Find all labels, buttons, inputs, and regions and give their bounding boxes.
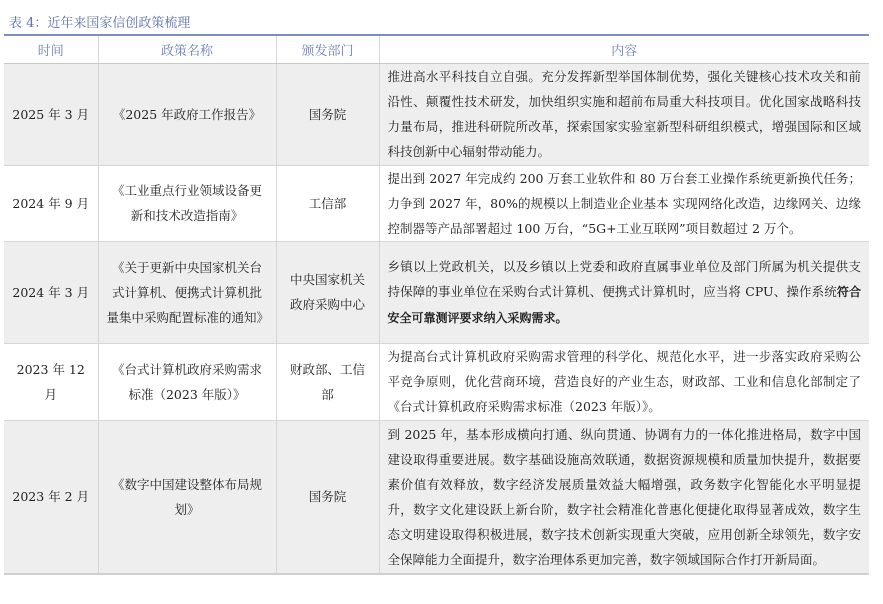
cell-time: 2025 年 3 月 xyxy=(4,63,98,165)
table-row xyxy=(4,343,869,420)
cell-dept: 中央国家机关政府采购中心 xyxy=(276,241,379,343)
table-row xyxy=(4,63,869,165)
cell-time: 2024 年 9 月 xyxy=(4,165,98,241)
cell-time: 2024 年 3 月 xyxy=(4,241,98,343)
cell-policy: 《2025 年政府工作报告》 xyxy=(98,63,276,165)
header-time: 时间 xyxy=(4,36,98,63)
header-policy-name: 政策名称 xyxy=(98,36,276,63)
cell-policy: 《数字中国建设整体布局规划》 xyxy=(98,420,276,573)
cell-content: 到 2025 年，基本形成横向打通、纵向贯通、协调有力的一体化推进格局，数字中国建设取得重要进展。数字基础设施高效联通，数据资源规模和质量加快提升，数据要素价值有效释放，数字经济发展质量效益大幅增强，政务数字化智能化水平明显提升，数字文化建设跃上新台阶，数字社会精准化普惠化便捷化取得显著成效，数字生态文明建设取得积极进展，数字技术创新实现重大突破，应用创新全球领先，数字安全保障能力全面提升，数字治理体系更加完善，数字领域国际合作打开新局面。 xyxy=(379,420,869,573)
cell-content: 推进高水平科技自立自强。充分发挥新型举国体制优势，强化关键核心技术攻关和前沿性、颠覆性技术研发，加快组织实施和超前布局重大科技项目。优化国家战略科技力量布局，推进科研院所改革，探索国家实验室新型科研组织模式，增强国际和区域科技创新中心辐射带动能力。 xyxy=(379,63,869,165)
cell-policy: 《关于更新中央国家机关台式计算机、便携式计算机批量集中采购配置标准的通知》 xyxy=(98,241,276,343)
header-department: 颁发部门 xyxy=(276,36,379,63)
cell-dept: 国务院 xyxy=(276,420,379,573)
cell-content-text: 乡镇以上党政机关，以及乡镇以上党委和政府直属事业单位及部门所属为机关提供支持保障的事业单位在采购台式计算机、便携式计算机时，应当将 CPU、操作系统 xyxy=(387,258,861,299)
cell-policy: 《工业重点行业领域设备更新和技术改造指南》 xyxy=(98,165,276,241)
cell-content xyxy=(379,241,869,343)
table-row xyxy=(4,241,869,343)
cell-dept: 国务院 xyxy=(276,63,379,165)
table-header-row xyxy=(4,36,869,63)
cell-dept: 工信部 xyxy=(276,165,379,241)
cell-time: 2023 年 12 月 xyxy=(4,343,98,420)
table-row xyxy=(4,420,869,573)
policy-table xyxy=(4,36,869,574)
table-bottom-rule xyxy=(4,573,869,575)
table-caption: 表 4：近年来国家信创政策梳理 xyxy=(9,16,191,31)
cell-content: 为提高台式计算机政府采购需求管理的科学化、规范化水平，进一步落实政府采购公平竞争原则，优化营商环境，营造良好的产业生态，财政部、工业和信息化部制定了《台式计算机政府采购需求标准（2023 年版）》。 xyxy=(379,343,869,420)
cell-policy: 《台式计算机政府采购需求标准（2023 年版）》 xyxy=(98,343,276,420)
cell-time: 2023 年 2 月 xyxy=(4,420,98,573)
header-content: 内容 xyxy=(379,36,869,63)
cell-dept: 财政部、工信部 xyxy=(276,343,379,420)
table-row xyxy=(4,165,869,241)
policy-table-container xyxy=(4,34,869,574)
cell-content-bold-text: 符合安全可靠测评要求纳入采购需求。 xyxy=(387,284,861,325)
cell-content: 提出到 2027 年完成约 200 万套工业软件和 80 万台套工业操作系统更新换代任务；力争到 2027 年，80%的规模以上制造业企业基本 实现网络化改造，边缘网关、边缘控制器等产品部署超过 100 万台，“5G+工业互联网”项目数超过 2 万个。 xyxy=(379,165,869,241)
